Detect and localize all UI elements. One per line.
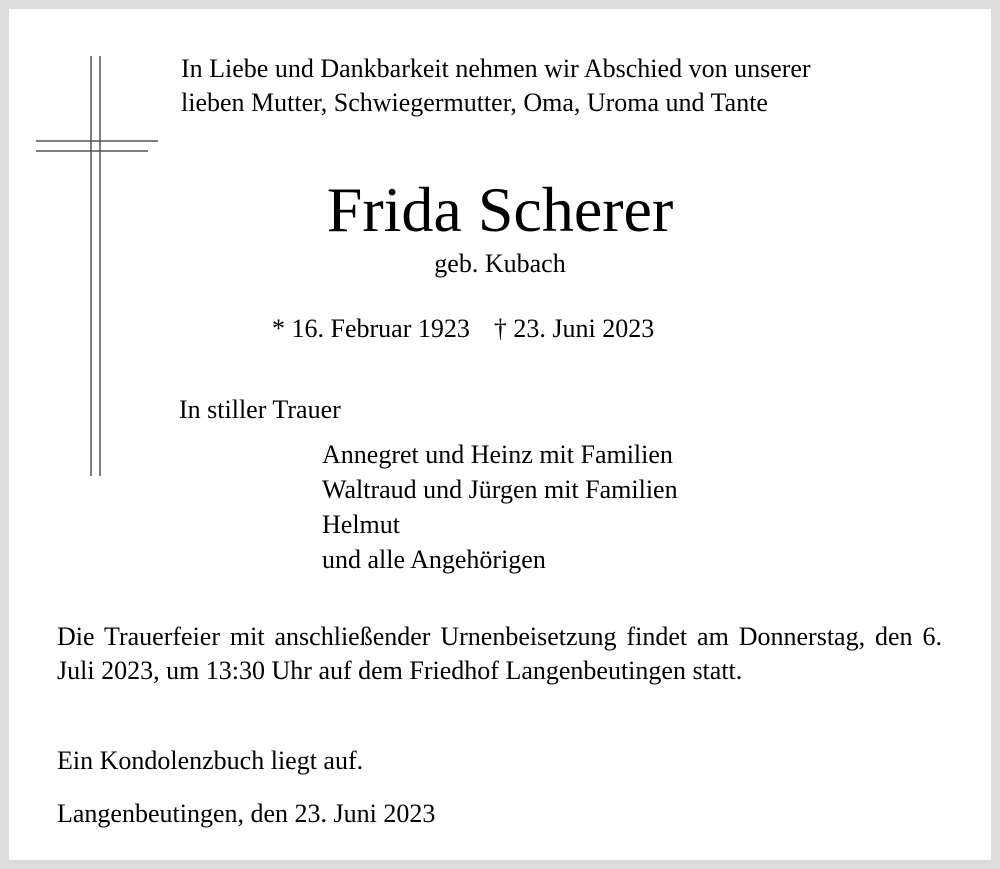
birth-date: * 16. Februar 1923 xyxy=(272,314,470,343)
mourner-line: Waltraud und Jürgen mit Familien xyxy=(322,475,678,504)
place-and-date: Langenbeutingen, den 23. Juni 2023 xyxy=(57,799,436,828)
mourner-line: Annegret und Heinz mit Familien xyxy=(322,440,673,469)
death-date: † 23. Juni 2023 xyxy=(493,314,655,343)
mourning-heading: In stiller Trauer xyxy=(179,395,341,424)
maiden-name: geb. Kubach xyxy=(434,249,566,278)
deceased-name: Frida Scherer xyxy=(326,174,674,245)
condolence-note: Ein Kondolenzbuch liegt auf. xyxy=(57,746,364,775)
intro-line-1: In Liebe und Dankbarkeit nehmen wir Abschied von unserer xyxy=(181,54,811,83)
intro-line-2: lieben Mutter, Schwiegermutter, Oma, Uroma und Tante xyxy=(181,88,768,117)
ceremony-info: Die Trauerfeier mit anschließender Urnenbeisetzung findet am Donnerstag, den 6. Juli 2023, um 13:30 Uhr auf dem Friedhof Langenbeutingen statt. xyxy=(57,622,942,685)
mourner-line: und alle Angehörigen xyxy=(322,545,546,574)
mourners-list xyxy=(322,437,678,577)
intro-text xyxy=(181,52,811,120)
life-dates xyxy=(272,311,654,347)
mourner-line: Helmut xyxy=(322,510,400,539)
